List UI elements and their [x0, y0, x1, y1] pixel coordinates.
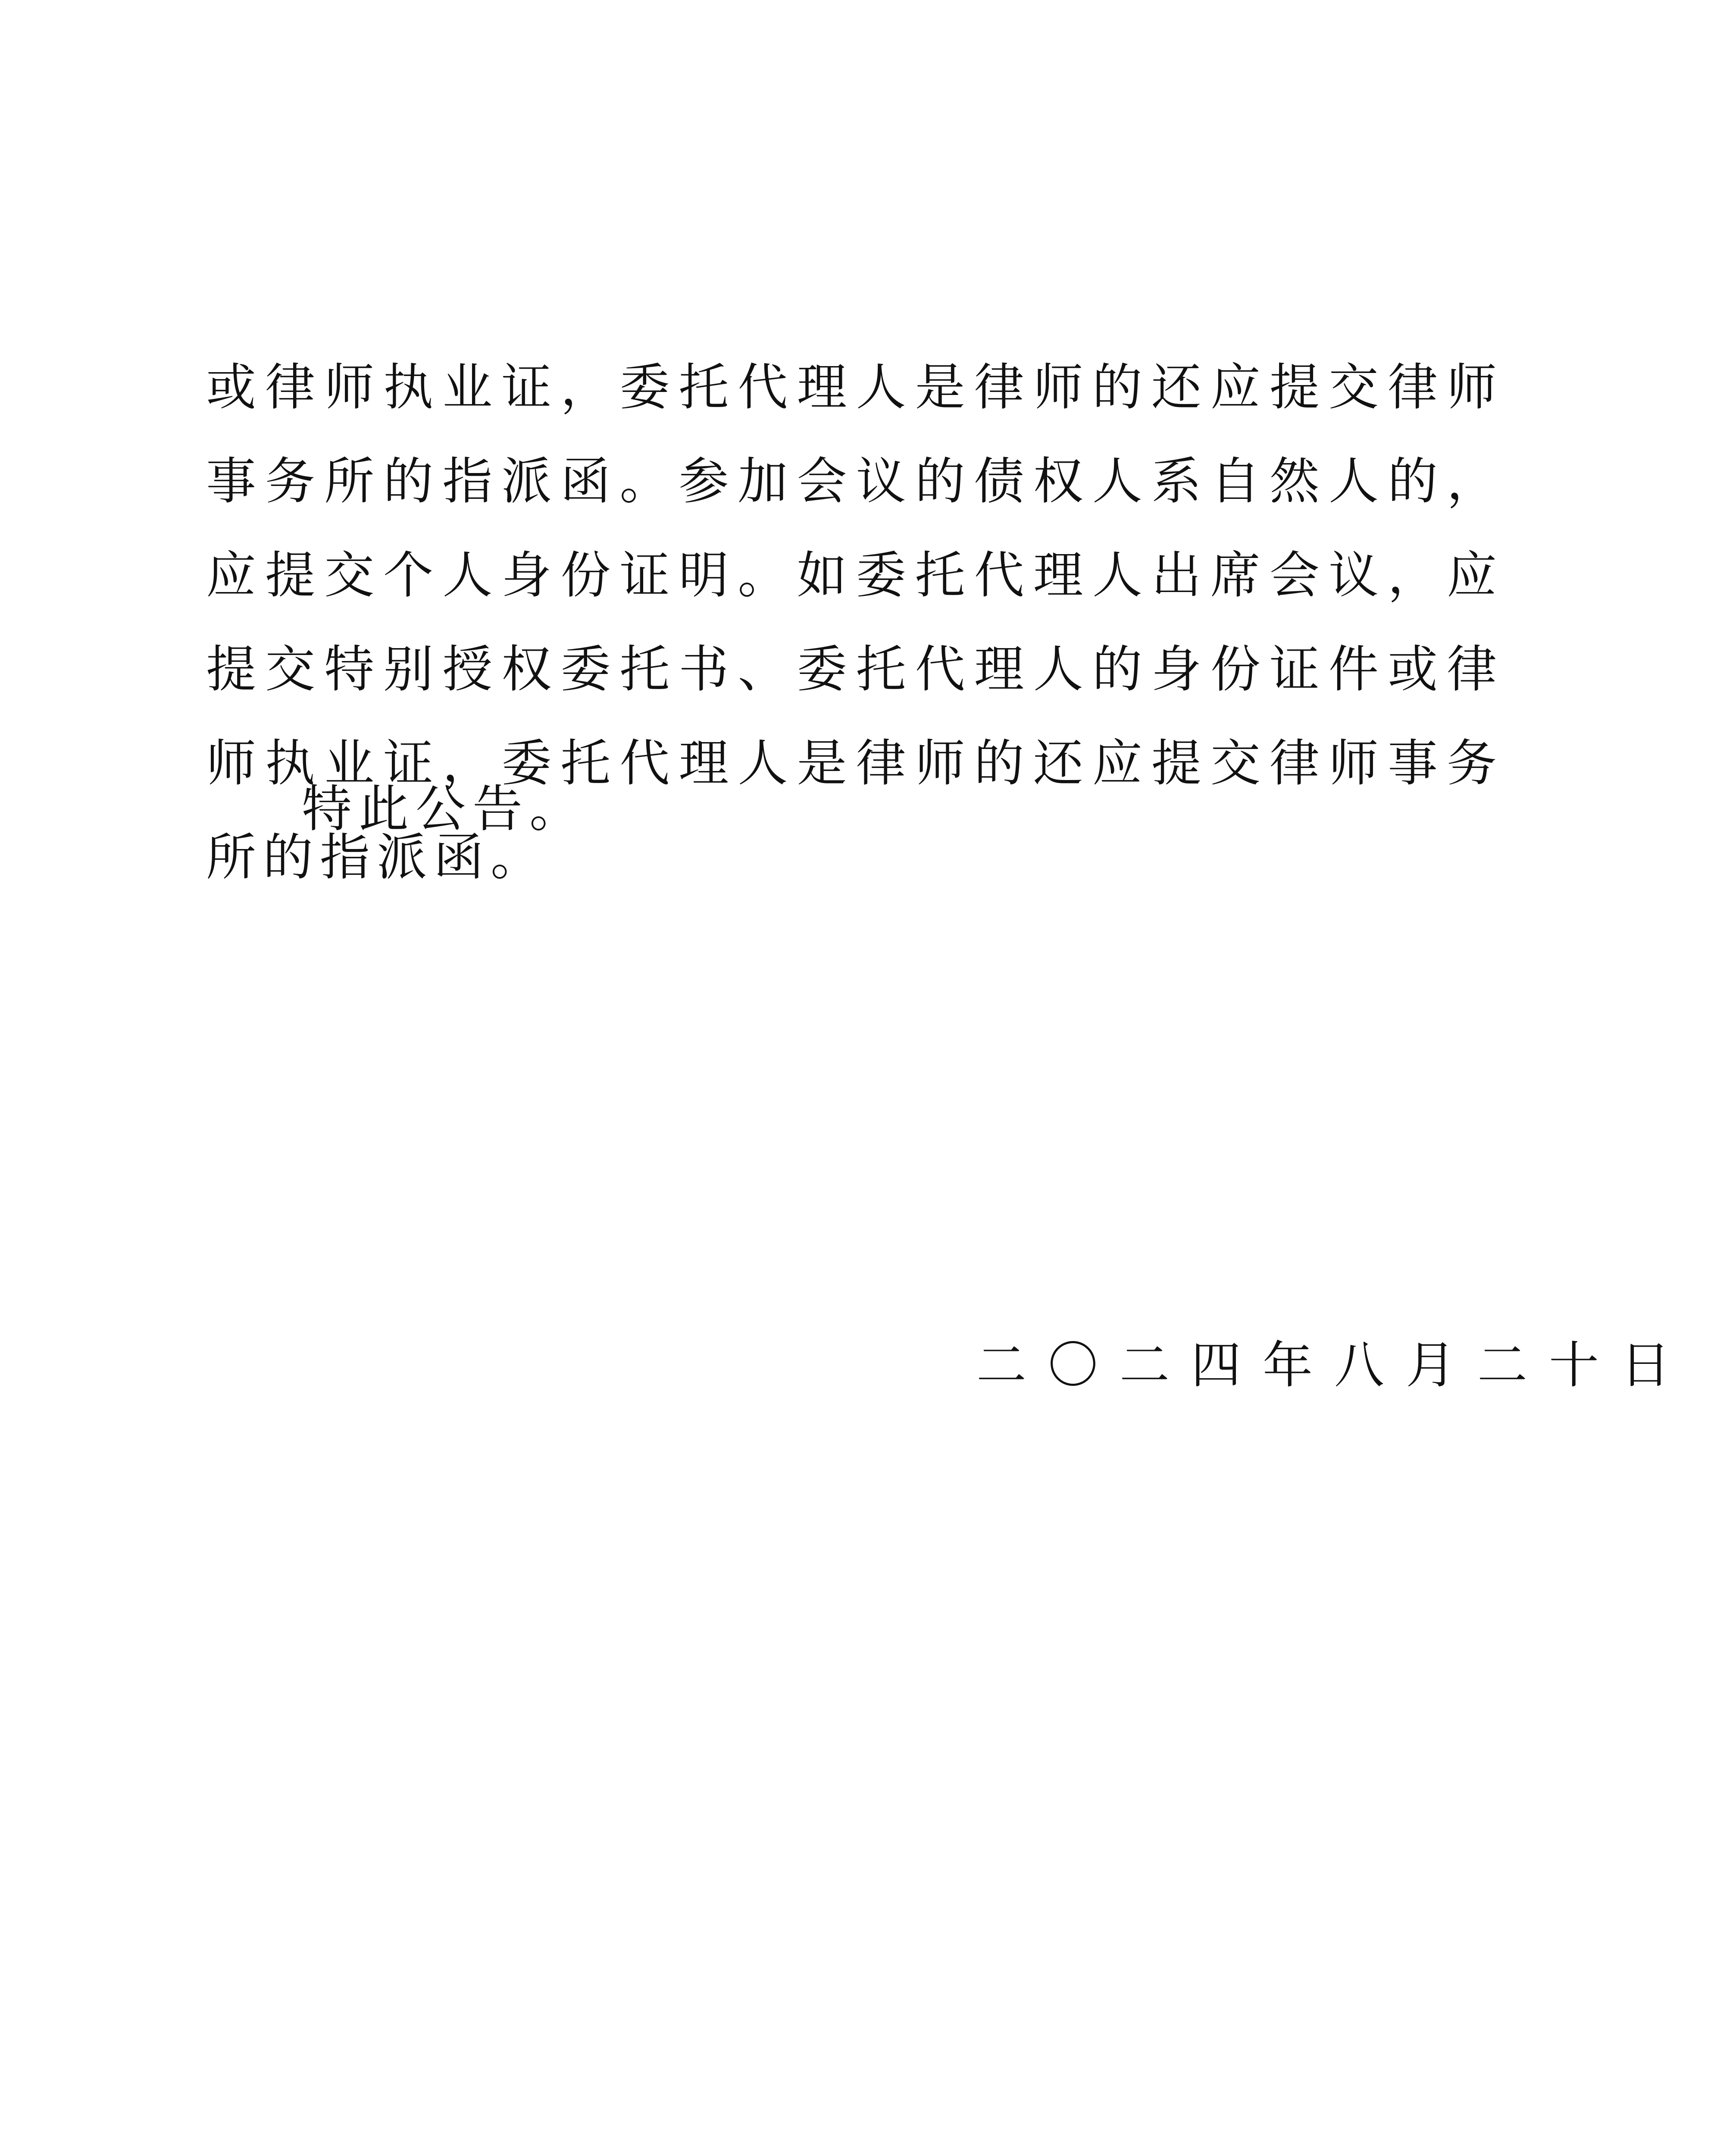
body-paragraph: 或律师执业证，委托代理人是律师的还应提交律师事务所的指派函。参加会议的债权人系自然人的，应提交个人身份证明。如委托代理人出席会议，应提交特别授权委托书、委托代理人的身份证件或律师执业证，委托代理人是律师的还应提交律师事务所的指派函。	[206, 358, 1504, 887]
announcement-date: 二〇二四年八月二十日	[976, 1336, 1692, 1395]
closing-statement: 特此公告。	[302, 780, 586, 838]
